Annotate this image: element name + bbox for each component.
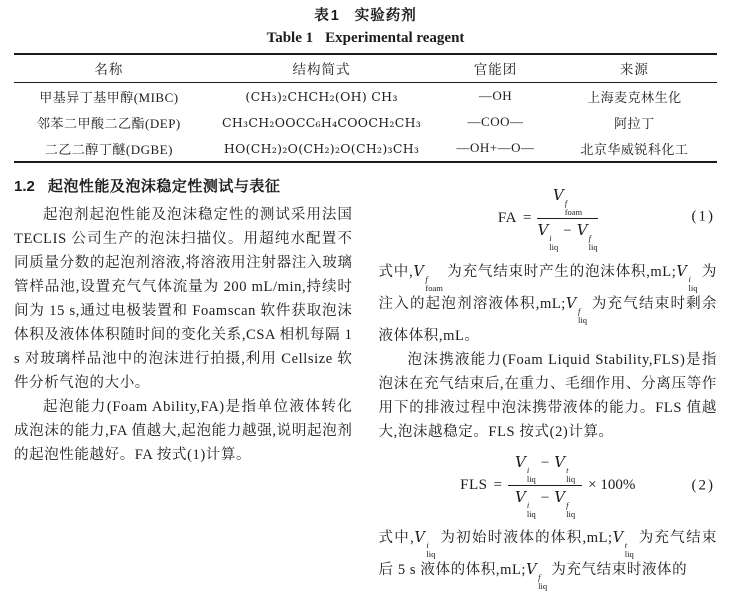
math-var-vliq-f: V f liq: [554, 488, 576, 519]
math-var-vliq-i: V i liq: [514, 453, 536, 484]
table-row: [14, 109, 717, 135]
eq1-explanation: 式中,V f foam 为充气结束时产生的泡沫体积,mL;V i liq 为注入的起泡剂溶液体积,mL;V f liq 为充气结束时剩余液体体积,mL。: [378, 264, 717, 344]
reagent-table: [14, 53, 717, 163]
math-var-vliq-i: V i liq: [514, 488, 536, 519]
table-header-row: [14, 54, 717, 83]
paragraph-fls: 泡沫携液能力(Foam Liquid Stability,FLS)是指泡沫在充气结束后,在重力、毛细作用、分离压等作用下的排液过程中泡沫携带液体的能力。FLS 值越大,泡沫越稳定。FLS 按式(2)计算。: [378, 352, 717, 440]
math-var-vliq-i: V i liq: [676, 264, 698, 293]
section-heading: [14, 176, 353, 198]
equation-2: [379, 453, 718, 518]
table-row: [14, 83, 717, 110]
eq1-fraction: [537, 186, 597, 251]
table-caption-en-text: Experimental reagent: [325, 30, 465, 46]
cell-functional-group: —OH+—O—: [456, 140, 535, 155]
math-var-vfoam: V f foam: [413, 264, 443, 293]
paragraph-test-method: 起泡剂起泡性能及泡沫稳定性的测试采用法国 TECLIS 公司生产的泡沫扫描仪。用超纯水配置不同质量分数的起泡剂溶液,将溶液用注射器注入玻璃管样品池,设置充气气体流量为 200 mL/min,持续时间为 15 s,通过电极装置和 Foamscan 软件获取泡沫体积及液体体积随时间的变化关系,CSA 相机每隔 1 s 对玻璃样品池中的泡沫进行拍摄,利用 Cellsize 软件分析气泡的大小。: [14, 207, 353, 391]
cell-structural-formula: (CH₃)₂CHCH₂(OH) CH₃: [245, 88, 398, 104]
equation-2-number: (2): [691, 477, 715, 493]
minus-operator: −: [563, 223, 572, 239]
eq2-explanation: 式中,V i liq 为初始时液体的体积,mL;V t liq 为充气结束后 5 s 液体的体积,mL;V f liq 为充气结束时液体的: [378, 530, 717, 591]
body-columns: [14, 174, 717, 590]
table-row: [14, 135, 717, 162]
cell-functional-group: —COO—: [467, 114, 524, 129]
math-var-vfoam: V f foam: [552, 186, 583, 217]
cell-structural-formula: CH₃CH₂OOCC₆H₄COOCH₂CH₃: [221, 114, 422, 130]
col-header-name: 名称: [94, 62, 124, 77]
cell-source: 上海麦克林生化: [587, 89, 682, 105]
cell-source: 北京华威锐科化工: [580, 141, 689, 157]
table-caption-en-label: Table 1: [266, 30, 314, 46]
section-title: 起泡性能及泡沫稳定性测试与表征: [47, 178, 281, 195]
math-var-vliq-f: V f liq: [576, 221, 598, 252]
eq1-equals: =: [522, 209, 532, 226]
minus-operator: −: [540, 455, 550, 471]
equation-1: [379, 182, 718, 251]
eq2-equals: =: [493, 476, 502, 493]
math-var-vliq-t: V t liq: [612, 530, 634, 559]
equation-1-number: (1): [691, 208, 715, 224]
left-column: [14, 174, 353, 590]
cell-structural-formula: HO(CH₂)₂O(CH₂)₂O(CH₂)₃CH₃: [223, 140, 420, 156]
col-header-functional-group: 官能团: [473, 62, 518, 77]
table-caption-zh-label: 表1: [314, 8, 341, 24]
math-var-vliq-i: V i liq: [414, 530, 436, 559]
cell-reagent-name: 二乙二醇丁醚(DGBE): [44, 141, 173, 157]
cell-source: 阿拉丁: [614, 115, 655, 131]
cell-reagent-name: 邻苯二甲酸二乙酯(DEP): [37, 115, 181, 131]
table-caption-zh: [14, 7, 717, 26]
paragraph-foam-ability: 起泡能力(Foam Ability,FA)是指单位液体转化成泡沫的能力,FA 值越大,起泡能力越强,说明起泡剂的起泡性能越好。FA 按式(1)计算。: [14, 399, 353, 463]
table-caption-en: [14, 28, 717, 48]
table-caption-zh-text: 实验药剂: [354, 8, 417, 24]
cell-functional-group: —OH: [478, 88, 513, 103]
right-column: [379, 174, 718, 590]
eq2-lhs: FLS: [460, 476, 488, 493]
eq2-times-100: × 100%: [588, 476, 636, 493]
col-header-source: 来源: [619, 62, 649, 77]
math-var-vliq-f: V f liq: [526, 562, 548, 591]
cell-reagent-name: 甲基异丁基甲醇(MIBC): [39, 89, 179, 105]
eq1-lhs: FA: [497, 209, 517, 226]
eq2-fraction: [508, 453, 582, 518]
math-var-vliq-i: V i liq: [537, 221, 559, 252]
col-header-structure: 结构简式: [292, 62, 351, 77]
math-var-vliq-f: V f liq: [565, 296, 587, 325]
math-var-vliq-t: V t liq: [554, 453, 576, 484]
minus-operator: −: [540, 490, 550, 506]
section-number: 1.2: [14, 178, 35, 195]
